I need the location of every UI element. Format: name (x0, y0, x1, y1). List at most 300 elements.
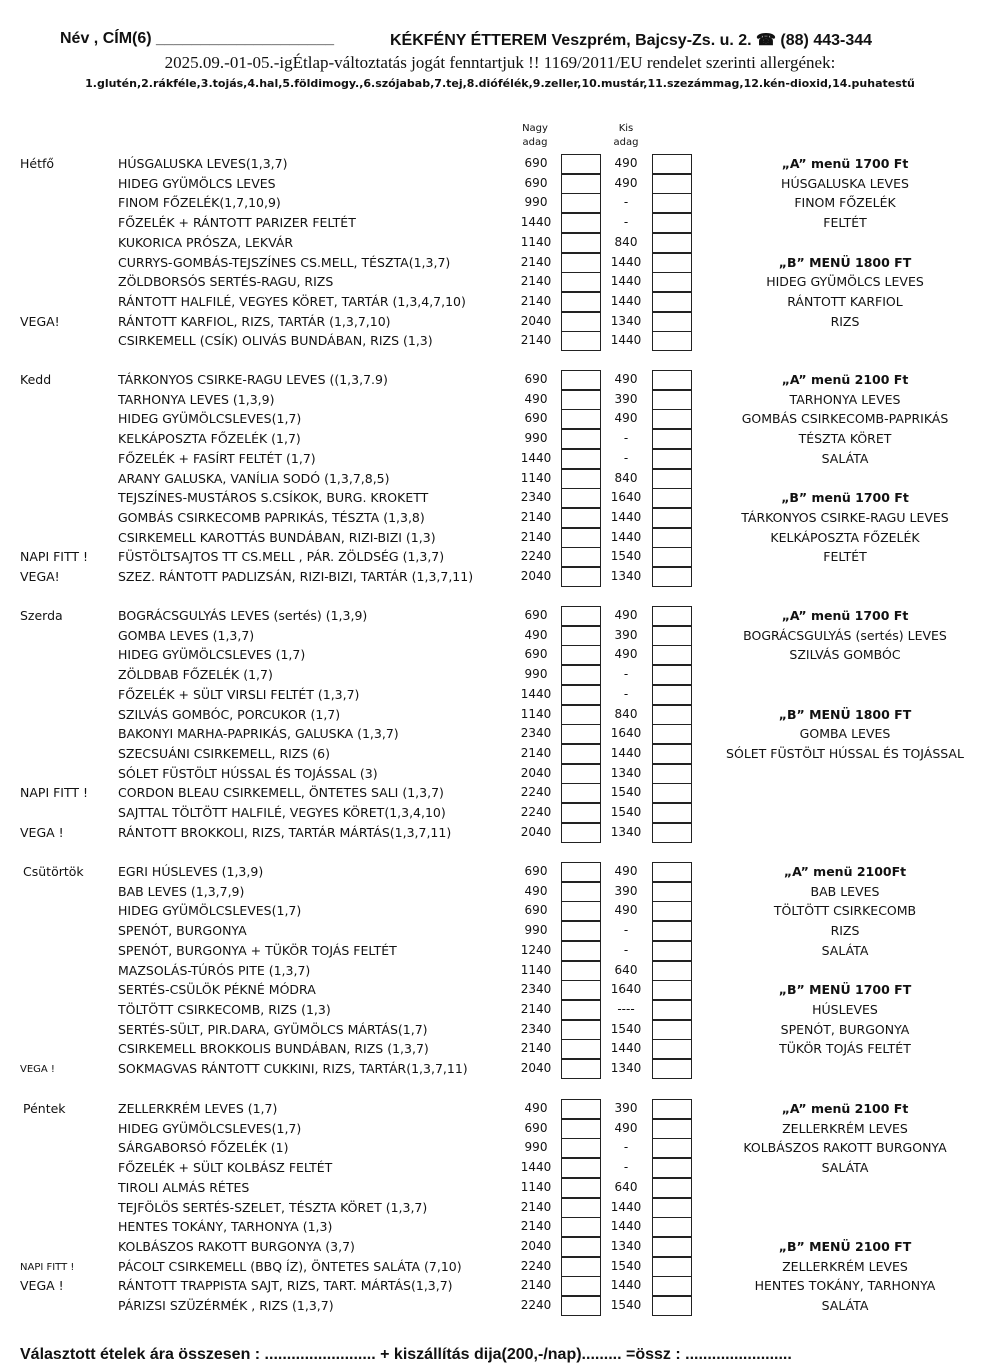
price-big: 490 (524, 391, 548, 406)
menu-offer-item: TÉSZTA KÖRET (798, 431, 892, 447)
dish-name: GOMBÁS CSIRKECOMB PAPRIKÁS, TÉSZTA (1,3,8) (118, 509, 425, 525)
menu-offer-item: ZELLERKRÉM LEVES (782, 1120, 908, 1136)
quantity-box-big[interactable] (561, 941, 601, 961)
menu-offer-item: HÚSGALUSKA LEVES (781, 175, 909, 191)
quantity-box-big[interactable] (561, 488, 601, 508)
day-label: Szerda (20, 608, 63, 623)
dish-name: PÁCOLT CSIRKEMELL (BBQ ÍZ), ÖNTETES SALÁTA (7,10) (118, 1258, 462, 1274)
menu-offer-item: SALÁTA (821, 1160, 869, 1176)
menu-offer-item: HÚSLEVES (812, 1001, 878, 1017)
menu-row (0, 823, 1000, 843)
price-small: ---- (617, 1001, 635, 1016)
price-small: - (623, 923, 629, 938)
quantity-box-big[interactable] (561, 213, 601, 233)
quantity-box-small[interactable] (652, 882, 692, 902)
price-small: 640 (614, 1179, 638, 1194)
dish-name: FŐZELÉK + SÜLT KOLBÁSZ FELTÉT (118, 1160, 333, 1176)
quantity-box-big[interactable] (561, 980, 601, 1000)
quantity-box-big[interactable] (561, 1217, 601, 1237)
quantity-box-small[interactable] (652, 154, 692, 174)
quantity-box-small[interactable] (652, 764, 692, 784)
dish-name: CSIRKEMELL (CSÍK) OLIVÁS BUNDÁBAN, RIZS (1,3) (118, 333, 433, 349)
menu-row (0, 469, 1000, 489)
quantity-box-small[interactable] (652, 941, 692, 961)
price-big: 2340 (520, 726, 552, 741)
dish-name: SPENÓT, BURGONYA (118, 923, 247, 939)
price-small: 490 (614, 156, 638, 170)
price-small: 390 (614, 883, 638, 898)
dish-name: SZILVÁS GOMBÓC, PORCUKOR (1,7) (118, 706, 341, 722)
menu-offer-item: RIZS (830, 313, 860, 329)
quantity-box-big[interactable] (561, 1059, 601, 1079)
dish-tag: VEGA ! (20, 824, 64, 840)
menu-row (0, 803, 1000, 823)
price-small: - (623, 942, 629, 957)
dish-name: GOMBA LEVES (1,3,7) (118, 627, 255, 643)
menu-offer-title: „B” MENÜ 1700 FT (778, 982, 912, 998)
quantity-box-small[interactable] (652, 665, 692, 685)
quantity-box-small[interactable] (652, 292, 692, 312)
dish-name: FŐZELÉK + RÁNTOTT PARIZER FELTÉT (118, 215, 356, 231)
menu-offer-item: FELTÉT (823, 215, 867, 231)
quantity-box-small[interactable] (652, 1138, 692, 1158)
price-big: 690 (524, 372, 548, 386)
dish-name: HIDEG GYÜMÖLCS LEVES (118, 175, 276, 191)
price-big: 2240 (520, 785, 552, 800)
menu-row (0, 331, 1000, 351)
quantity-box-small[interactable] (652, 1198, 692, 1218)
price-small: 1340 (610, 1061, 642, 1075)
quantity-box-small[interactable] (652, 961, 692, 981)
dish-name: TÁRKONYOS CSIRKE-RAGU LEVES ((1,3,7.9) (118, 372, 388, 387)
column-header-big: Nagy adag (522, 123, 548, 148)
column-header-small: Kis adag (613, 123, 639, 148)
price-small: - (623, 450, 629, 465)
price-small: 1440 (610, 1199, 642, 1214)
quantity-box-big[interactable] (561, 685, 601, 705)
price-big: 690 (524, 608, 548, 622)
quantity-box-small[interactable] (652, 1119, 692, 1139)
menu-offer-title: „B” MENÜ 2100 FT (778, 1238, 912, 1254)
quantity-box-big[interactable] (561, 1119, 601, 1139)
quantity-box-big[interactable] (561, 272, 601, 292)
price-big: 1140 (520, 962, 552, 977)
price-small: 1540 (610, 549, 642, 564)
price-big: 2240 (520, 1258, 552, 1273)
quantity-box-small[interactable] (652, 370, 692, 390)
quantity-box-small[interactable] (652, 1257, 692, 1277)
menu-offer-item: TÁRKONYOS CSIRKE-RAGU LEVES (741, 509, 949, 525)
header-line (60, 30, 980, 48)
quantity-box-small[interactable] (652, 921, 692, 941)
notice-line: 2025.09.-01-05.-igÉtlap-változtatás jogát fenntartjuk !! 1169/2011/EU rendelet szerinti allergének: (164, 53, 836, 72)
quantity-box-big[interactable] (561, 449, 601, 469)
dish-name: FŐZELÉK + SÜLT VIRSLI FELTÉT (1,3,7) (118, 686, 360, 702)
price-big: 2240 (520, 805, 552, 819)
quantity-box-small[interactable] (652, 272, 692, 292)
price-big: 690 (524, 647, 548, 662)
menu-offer-title: „B” MENÜ 1800 FT (778, 706, 912, 722)
quantity-box-big[interactable] (561, 312, 601, 332)
quantity-box-big[interactable] (561, 1257, 601, 1277)
price-small: 1540 (610, 1298, 642, 1312)
quantity-box-small[interactable] (652, 547, 692, 567)
dish-name: HÚSGALUSKA LEVES(1,3,7) (118, 156, 288, 171)
dish-name: FINOM FŐZELÉK(1,7,10,9) (118, 195, 281, 211)
price-small: 490 (614, 175, 638, 190)
menu-offer-item: KOLBÁSZOS RAKOTT BURGONYA (743, 1140, 947, 1156)
price-small: 1540 (610, 785, 642, 800)
price-small: - (623, 1140, 629, 1155)
quantity-box-small[interactable] (652, 724, 692, 744)
price-small: 490 (614, 1120, 638, 1135)
quantity-box-small[interactable] (652, 645, 692, 665)
price-big: 690 (524, 175, 548, 190)
menu-offer-item: GOMBA LEVES (799, 726, 891, 742)
dish-name: FÜSTÖLTSAJTOS TT CS.MELL , PÁR. ZÖLDSÉG (1,3,7) (118, 549, 445, 565)
price-big: 1440 (520, 1160, 552, 1175)
quantity-box-big[interactable] (561, 1296, 601, 1316)
menu-offer-item: BOGRÁCSGULYÁS (sertés) LEVES (743, 627, 947, 643)
menu-offer-item: SALÁTA (821, 942, 869, 958)
quantity-box-small[interactable] (652, 174, 692, 194)
dish-name: MAZSOLÁS-TÚRÓS PITE (1,3,7) (118, 962, 311, 978)
price-big: 990 (524, 923, 548, 938)
quantity-box-big[interactable] (561, 705, 601, 725)
quantity-box-small[interactable] (652, 705, 692, 725)
price-small: 490 (614, 411, 638, 426)
quantity-box-big[interactable] (561, 567, 601, 587)
quantity-box-small[interactable] (652, 193, 692, 213)
dish-tag: VEGA ! (20, 1278, 64, 1294)
day-label: Csütörtök (23, 864, 84, 879)
quantity-box-big[interactable] (561, 862, 601, 882)
menu-offer-item: ZELLERKRÉM LEVES (782, 1258, 908, 1274)
quantity-box-big[interactable] (561, 154, 601, 174)
menu-offer-item: SZILVÁS GOMBÓC (789, 647, 901, 663)
dish-name: CURRYS-GOMBÁS-TEJSZÍNES CS.MELL, TÉSZTA(1,3,7) (118, 254, 451, 270)
quantity-box-small[interactable] (652, 567, 692, 587)
price-big: 2340 (520, 982, 552, 997)
price-small: 1440 (610, 1219, 642, 1234)
quantity-box-big[interactable] (561, 1000, 601, 1020)
price-small: - (623, 686, 629, 701)
price-small: 490 (614, 647, 638, 662)
menu-offer-item: SALÁTA (821, 1298, 869, 1313)
quantity-box-big[interactable] (561, 331, 601, 351)
dish-name: TÖLTÖTT CSIRKECOMB, RIZS (1,3) (118, 1001, 331, 1017)
dish-name: SÓLET FÜSTÖLT HÚSSAL ÉS TOJÁSSAL (3) (118, 765, 378, 781)
price-small: 840 (614, 470, 638, 485)
price-small: 1440 (610, 254, 642, 269)
dish-name: SERTÉS-SÜLT, PIR.DARA, GYÜMÖLCS MÁRTÁS(1,7) (118, 1021, 428, 1037)
quantity-box-big[interactable] (561, 1020, 601, 1040)
price-big: 2140 (520, 1001, 552, 1016)
dish-tag: NAPI FITT ! (20, 549, 89, 565)
dish-tag: VEGA! (20, 313, 60, 329)
menu-offer-item: SÓLET FÜSTÖLT HÚSSAL ÉS TOJÁSSAL (726, 745, 964, 761)
quantity-box-small[interactable] (652, 1237, 692, 1257)
price-big: 1140 (520, 234, 552, 249)
quantity-box-small[interactable] (652, 823, 692, 843)
dish-tag: NAPI FITT ! (20, 785, 89, 801)
quantity-box-small[interactable] (652, 744, 692, 764)
quantity-box-big[interactable] (561, 921, 601, 941)
price-small: 390 (614, 391, 638, 406)
quantity-box-small[interactable] (652, 1158, 692, 1178)
dish-name: HIDEG GYÜMÖLCSLEVES (1,7) (118, 647, 306, 663)
price-big: 2040 (520, 765, 552, 780)
quantity-box-big[interactable] (561, 901, 601, 921)
price-big: 990 (524, 667, 548, 682)
menu-row (0, 1217, 1000, 1237)
day-label: Hétfő (20, 156, 55, 171)
price-big: 1440 (520, 215, 552, 230)
dish-name: RÁNTOTT TRAPPISTA SAJT, RIZS, TART. MÁRTÁS(1,3,7) (118, 1278, 453, 1294)
menu-offer-item: SALÁTA (821, 450, 869, 466)
menu-row (0, 1198, 1000, 1218)
quantity-box-big[interactable] (561, 665, 601, 685)
price-big: 2040 (520, 313, 552, 328)
quantity-box-small[interactable] (652, 233, 692, 253)
quantity-box-big[interactable] (561, 233, 601, 253)
quantity-box-big[interactable] (561, 626, 601, 646)
menu-offer-title: „B” MENÜ 1800 FT (778, 254, 912, 270)
quantity-box-big[interactable] (561, 292, 601, 312)
total-line: Választott ételek ára összesen : ......................... + kiszállítás dija(200,-/nap)......... =össz : ........................ (20, 1346, 792, 1363)
price-big: 2140 (520, 293, 552, 308)
quantity-box-big[interactable] (561, 193, 601, 213)
quantity-box-small[interactable] (652, 508, 692, 528)
quantity-box-small[interactable] (652, 528, 692, 548)
quantity-box-small[interactable] (652, 1059, 692, 1079)
menu-offer-item: FINOM FŐZELÉK (794, 195, 896, 211)
price-big: 2240 (520, 549, 552, 564)
quantity-box-small[interactable] (652, 783, 692, 803)
name-address-label: Név , CÍM(6) ____________________ (60, 30, 334, 47)
menu-offer-title: „A” menü 2100Ft (783, 864, 907, 879)
quantity-box-big[interactable] (561, 1099, 601, 1119)
price-small: 1640 (610, 982, 642, 997)
price-big: 690 (524, 903, 548, 918)
price-small: 840 (614, 234, 638, 249)
menu-offer-item: HIDEG GYÜMÖLCS LEVES (766, 274, 924, 290)
price-small: 1540 (610, 805, 642, 819)
quantity-box-small[interactable] (652, 488, 692, 508)
quantity-box-big[interactable] (561, 390, 601, 410)
menu-row (0, 1178, 1000, 1198)
quantity-box-small[interactable] (652, 901, 692, 921)
quantity-box-big[interactable] (561, 508, 601, 528)
quantity-box-big[interactable] (561, 1158, 601, 1178)
price-big: 490 (524, 1101, 548, 1115)
price-small: - (623, 1160, 629, 1175)
dish-name: HIDEG GYÜMÖLCSLEVES(1,7) (118, 1120, 302, 1136)
menu-offer-item: RIZS (830, 923, 860, 939)
price-small: 1340 (610, 1238, 642, 1253)
dish-name: ZELLERKRÉM LEVES (1,7) (118, 1101, 278, 1116)
price-small: 1440 (610, 293, 642, 308)
quantity-box-big[interactable] (561, 645, 601, 665)
quantity-box-small[interactable] (652, 253, 692, 273)
menu-offer-item: FELTÉT (823, 549, 867, 565)
quantity-box-big[interactable] (561, 1138, 601, 1158)
restaurant-info: KÉKFÉNY ÉTTEREM Veszprém, Bajcsy-Zs. u. 2. ☎ (88) 443-344 (390, 32, 873, 49)
price-small: 490 (614, 372, 638, 386)
dish-name: ZÖLDBAB FŐZELÉK (1,7) (118, 667, 273, 683)
quantity-box-small[interactable] (652, 862, 692, 882)
day-label: Péntek (23, 1101, 66, 1116)
price-big: 690 (524, 411, 548, 426)
quantity-box-small[interactable] (652, 449, 692, 469)
dish-name: CSIRKEMELL BROKKOLIS BUNDÁBAN, RIZS (1,3,7) (118, 1041, 429, 1057)
menu-row (0, 1059, 1000, 1079)
quantity-box-big[interactable] (561, 174, 601, 194)
quantity-box-big[interactable] (561, 547, 601, 567)
price-big: 690 (524, 1120, 548, 1135)
dish-name: KELKÁPOSZTA FŐZELÉK (1,7) (118, 431, 301, 447)
quantity-box-small[interactable] (652, 1039, 692, 1059)
dish-name: SZECSUÁNI CSIRKEMELL, RIZS (6) (118, 745, 331, 761)
menu-offer-title: „A” menü 1700 Ft (781, 156, 909, 171)
quantity-box-big[interactable] (561, 469, 601, 489)
price-big: 1140 (520, 1179, 552, 1194)
quantity-box-small[interactable] (652, 606, 692, 626)
price-small: 1440 (610, 745, 642, 760)
menu-offer-item: TÜKÖR TOJÁS FELTÉT (779, 1041, 911, 1057)
dish-name: TARHONYA LEVES (1,3,9) (118, 391, 275, 407)
dish-name: PÁRIZSI SZÜZÉRMÉK , RIZS (1,3,7) (118, 1298, 334, 1313)
quantity-box-big[interactable] (561, 783, 601, 803)
price-small: 1540 (610, 1021, 642, 1036)
dish-name: RÁNTOTT BROKKOLI, RIZS, TARTÁR MÁRTÁS(1,3,7,11) (118, 824, 452, 840)
quantity-box-small[interactable] (652, 331, 692, 351)
quantity-box-big[interactable] (561, 429, 601, 449)
dish-name: BOGRÁCSGULYÁS LEVES (sertés) (1,3,9) (118, 608, 368, 623)
quantity-box-small[interactable] (652, 1000, 692, 1020)
price-small: 1340 (610, 569, 642, 583)
quantity-box-small[interactable] (652, 1276, 692, 1296)
price-big: 2340 (520, 1021, 552, 1036)
price-big: 2040 (520, 1061, 552, 1075)
quantity-box-small[interactable] (652, 213, 692, 233)
menu-row (0, 783, 1000, 803)
price-small: 1640 (610, 726, 642, 741)
quantity-box-small[interactable] (652, 1020, 692, 1040)
price-big: 2340 (520, 490, 552, 505)
quantity-box-big[interactable] (561, 370, 601, 390)
menu-offer-item: BAB LEVES (810, 883, 880, 899)
quantity-box-small[interactable] (652, 1099, 692, 1119)
quantity-box-big[interactable] (561, 528, 601, 548)
price-big: 2140 (520, 1041, 552, 1056)
price-big: 2140 (520, 1278, 552, 1293)
dish-name: SÁRGABORSÓ FŐZELÉK (1) (118, 1140, 289, 1156)
quantity-box-small[interactable] (652, 1178, 692, 1198)
price-small: - (623, 431, 629, 446)
quantity-box-big[interactable] (561, 1178, 601, 1198)
menu-row (0, 665, 1000, 685)
quantity-box-big[interactable] (561, 882, 601, 902)
dish-name: KUKORICA PRÓSZA, LEKVÁR (118, 234, 294, 250)
quantity-box-big[interactable] (561, 1198, 601, 1218)
price-small: 1440 (610, 509, 642, 524)
quantity-box-small[interactable] (652, 390, 692, 410)
quantity-box-big[interactable] (561, 1276, 601, 1296)
quantity-box-small[interactable] (652, 409, 692, 429)
quantity-box-small[interactable] (652, 626, 692, 646)
dish-tag: VEGA! (20, 569, 60, 584)
quantity-box-big[interactable] (561, 1039, 601, 1059)
dish-name: SZEZ. RÁNTOTT PADLIZSÁN, RIZI-BIZI, TARTÁR (1,3,7,11) (118, 569, 474, 584)
quantity-box-big[interactable] (561, 253, 601, 273)
quantity-box-big[interactable] (561, 823, 601, 843)
quantity-box-big[interactable] (561, 1237, 601, 1257)
dish-name: EGRI HÚSLEVES (1,3,9) (118, 864, 264, 879)
dish-name: RÁNTOTT KARFIOL, RIZS, TARTÁR (1,3,7,10) (118, 313, 391, 329)
quantity-box-big[interactable] (561, 409, 601, 429)
price-small: 1340 (610, 313, 642, 328)
dish-name: BAKONYI MARHA-PAPRIKÁS, GALUSKA (1,3,7) (118, 726, 399, 742)
price-big: 490 (524, 627, 548, 642)
quantity-box-small[interactable] (652, 1217, 692, 1237)
price-small: 840 (614, 706, 638, 721)
quantity-box-small[interactable] (652, 1296, 692, 1316)
price-big: 1440 (520, 686, 552, 701)
price-big: 2040 (520, 1238, 552, 1253)
quantity-box-big[interactable] (561, 724, 601, 744)
price-small: 640 (614, 962, 638, 977)
quantity-box-small[interactable] (652, 980, 692, 1000)
menu-offer-item: HENTES TOKÁNY, TARHONYA (754, 1278, 936, 1294)
quantity-box-small[interactable] (652, 469, 692, 489)
quantity-box-small[interactable] (652, 685, 692, 705)
menu-row (0, 233, 1000, 253)
dish-name: CORDON BLEAU CSIRKEMELL, ÖNTETES SALI (1,3,7) (118, 785, 444, 801)
quantity-box-big[interactable] (561, 764, 601, 784)
quantity-box-big[interactable] (561, 803, 601, 823)
price-small: 1440 (610, 1278, 642, 1293)
quantity-box-big[interactable] (561, 744, 601, 764)
price-big: 490 (524, 883, 548, 898)
price-small: 390 (614, 627, 638, 642)
price-big: 1140 (520, 706, 552, 721)
price-big: 990 (524, 1140, 548, 1155)
quantity-box-small[interactable] (652, 312, 692, 332)
menu-offer-item: SPENÓT, BURGONYA (780, 1021, 910, 1037)
dish-name: SAJTTAL TÖLTÖTT HALFILÉ, VEGYES KÖRET(1,3,4,10) (118, 805, 446, 820)
quantity-box-big[interactable] (561, 961, 601, 981)
dish-name: ARANY GALUSKA, VANÍLIA SODÓ (1,3,7,8,5) (118, 470, 390, 486)
menu-offer-item: RÁNTOTT KARFIOL (787, 293, 903, 309)
menu-offer-item: TÖLTÖTT CSIRKECOMB (773, 903, 917, 919)
price-small: 1440 (610, 333, 642, 348)
quantity-box-small[interactable] (652, 429, 692, 449)
dish-name: HIDEG GYÜMÖLCSLEVES(1,7) (118, 903, 302, 919)
quantity-box-big[interactable] (561, 606, 601, 626)
menu-offer-item: TARHONYA LEVES (789, 391, 901, 407)
price-big: 2140 (520, 333, 552, 348)
price-big: 990 (524, 195, 548, 210)
price-big: 2240 (520, 1298, 552, 1312)
quantity-box-small[interactable] (652, 803, 692, 823)
dish-name: SERTÉS-CSÜLÖK PÉKNÉ MÓDRA (118, 982, 316, 998)
price-big: 1440 (520, 450, 552, 465)
price-big: 990 (524, 431, 548, 446)
menu-offer-title: „A” menü 1700 Ft (781, 608, 909, 623)
price-small: 1340 (610, 765, 642, 780)
dish-name: SPENÓT, BURGONYA + TÜKÖR TOJÁS FELTÉT (118, 942, 397, 958)
